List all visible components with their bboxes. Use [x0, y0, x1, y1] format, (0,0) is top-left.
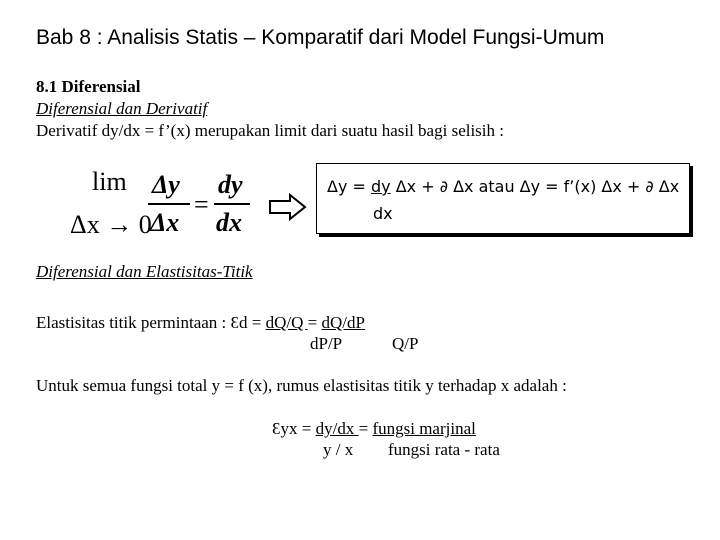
- elasticity-demand-denominator-2: Q/P: [392, 334, 419, 353]
- section-heading: 8.1 Diferensial: [36, 77, 141, 96]
- lim-subscript: Δx → 0: [70, 210, 152, 239]
- elasticity-yx-denominator-1: y / x: [323, 440, 354, 459]
- elasticity-yx-numerator-2: fungsi marjinal: [372, 419, 476, 438]
- elasticity-demand-denominator-1: dP/P: [310, 334, 343, 353]
- fraction-right-bar: [214, 203, 250, 205]
- box-line-2: dx: [373, 204, 393, 223]
- total-function-line: Untuk semua fungsi total y = f (x), rumus elastisitas titik y terhadap x adalah :: [36, 376, 567, 395]
- elasticity-yx-numerator-1: dy/dx: [315, 419, 359, 438]
- formula-equals: =: [194, 190, 209, 219]
- elasticity-yx-equals: =: [358, 419, 373, 438]
- fraction-left-bar: [148, 203, 190, 205]
- elasticity-demand-numerator-2: dQ/dP: [321, 313, 365, 332]
- subheading-elastisitas: Diferensial dan Elastisitas-Titik: [36, 262, 253, 281]
- box-line-1: [327, 177, 679, 196]
- fraction-right-denominator: dx: [216, 208, 242, 237]
- elasticity-demand-equals: =: [307, 313, 322, 332]
- box-line-1-prefix: Δy =: [327, 177, 371, 196]
- differential-box: [316, 163, 690, 234]
- derivatif-definition: Derivatif dy/dx = f’(x) merupakan limit dari suatu hasil bagi selisih :: [36, 121, 504, 140]
- elasticity-demand-numerator-1: dQ/Q: [265, 313, 308, 332]
- box-line-1-underlined: dy: [371, 177, 391, 196]
- elasticity-yx-prefix: Ɛyx =: [272, 419, 316, 438]
- fraction-left-denominator: Δx: [150, 208, 180, 237]
- elasticity-yx-denominator-2: fungsi rata - rata: [388, 440, 500, 459]
- fraction-left-numerator: Δy: [152, 170, 180, 199]
- elasticity-demand-line: [36, 313, 365, 333]
- fraction-right-numerator: dy: [218, 170, 243, 199]
- lim-label: lim: [92, 167, 127, 196]
- elasticity-demand-prefix: Elastisitas titik permintaan : Ɛd =: [36, 313, 266, 332]
- elasticity-yx-line: [272, 419, 476, 439]
- right-arrow-icon: [268, 193, 308, 221]
- box-line-1-suffix: Δx + ∂ Δx atau Δy = f’(x) Δx + ∂ Δx: [390, 177, 680, 196]
- subheading-derivatif: Diferensial dan Derivatif: [36, 99, 208, 118]
- page-title: Bab 8 : Analisis Statis – Komparatif dari Model Fungsi-Umum: [36, 26, 605, 49]
